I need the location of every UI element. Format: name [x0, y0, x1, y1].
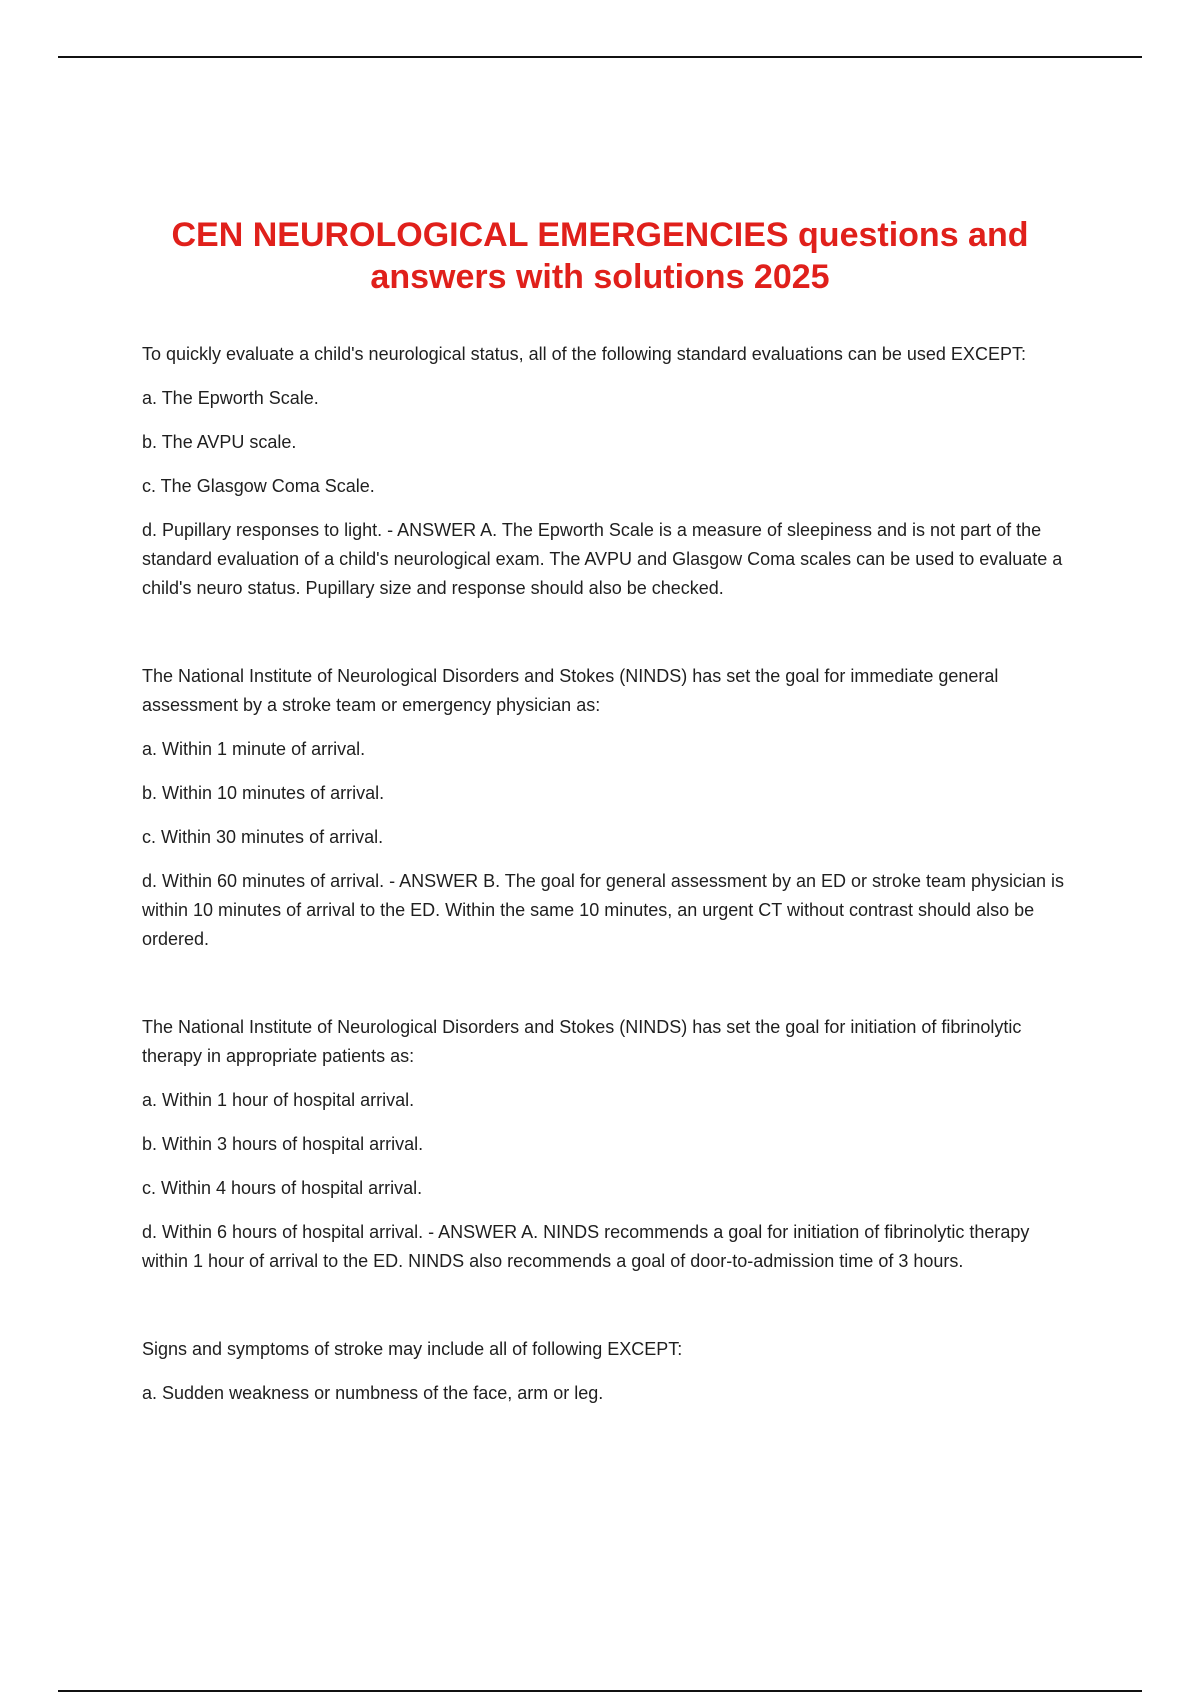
option-d-with-answer: d. Within 60 minutes of arrival. - ANSWER B. The goal for general assessment by an ED or stroke team physician is within 10 minutes of arrival to the ED. Within the same 10 minutes, an urgent CT without contrast should also be ordered.	[142, 871, 1065, 949]
option-a: a. Within 1 minute of arrival.	[142, 739, 366, 759]
question-stem: Signs and symptoms of stroke may include all of following EXCEPT:	[142, 1339, 683, 1359]
question-stem: The National Institute of Neurological Disorders and Stokes (NINDS) has set the goal for initiation of fibrinolytic therapy in appropriate patients as:	[142, 1017, 1022, 1066]
document-body	[142, 340, 1067, 1408]
option-b: b. The AVPU scale.	[142, 432, 297, 452]
top-rule	[58, 56, 1142, 58]
option-d-with-answer: d. Within 6 hours of hospital arrival. - ANSWER A. NINDS recommends a goal for initiation of fibrinolytic therapy within 1 hour of arrival to the ED. NINDS also recommends a goal of door-to-admission time of 3 hours.	[142, 1222, 1030, 1271]
option-a: a. The Epworth Scale.	[142, 388, 319, 408]
option-c: c. The Glasgow Coma Scale.	[142, 476, 375, 496]
option-d-with-answer: d. Pupillary responses to light. - ANSWER A. The Epworth Scale is a measure of sleepiness and is not part of the standard evaluation of a child's neurological exam. The AVPU and Glasgow Coma scales can be used to evaluate a child's neuro status. Pupillary size and response should also be checked.	[142, 520, 1063, 598]
option-c: c. Within 30 minutes of arrival.	[142, 827, 384, 847]
option-a: a. Within 1 hour of hospital arrival.	[142, 1090, 415, 1110]
question-stem: To quickly evaluate a child's neurological status, all of the following standard evaluations can be used EXCEPT:	[142, 344, 1026, 364]
question-block-4	[142, 1335, 1067, 1408]
option-b: b. Within 3 hours of hospital arrival.	[142, 1134, 424, 1154]
document-title: CEN NEUROLOGICAL EMERGENCIES questions and answers with solutions 2025	[171, 216, 1029, 296]
option-b: b. Within 10 minutes of arrival.	[142, 783, 385, 803]
question-stem: The National Institute of Neurological Disorders and Stokes (NINDS) has set the goal for immediate general assessment by a stroke team or emergency physician as:	[142, 666, 999, 715]
question-block-3	[142, 1013, 1067, 1276]
question-block-2	[142, 662, 1067, 954]
option-c: c. Within 4 hours of hospital arrival.	[142, 1178, 423, 1198]
question-block-1	[142, 340, 1067, 603]
bottom-rule	[58, 1690, 1142, 1692]
option-a: a. Sudden weakness or numbness of the face, arm or leg.	[142, 1383, 604, 1403]
